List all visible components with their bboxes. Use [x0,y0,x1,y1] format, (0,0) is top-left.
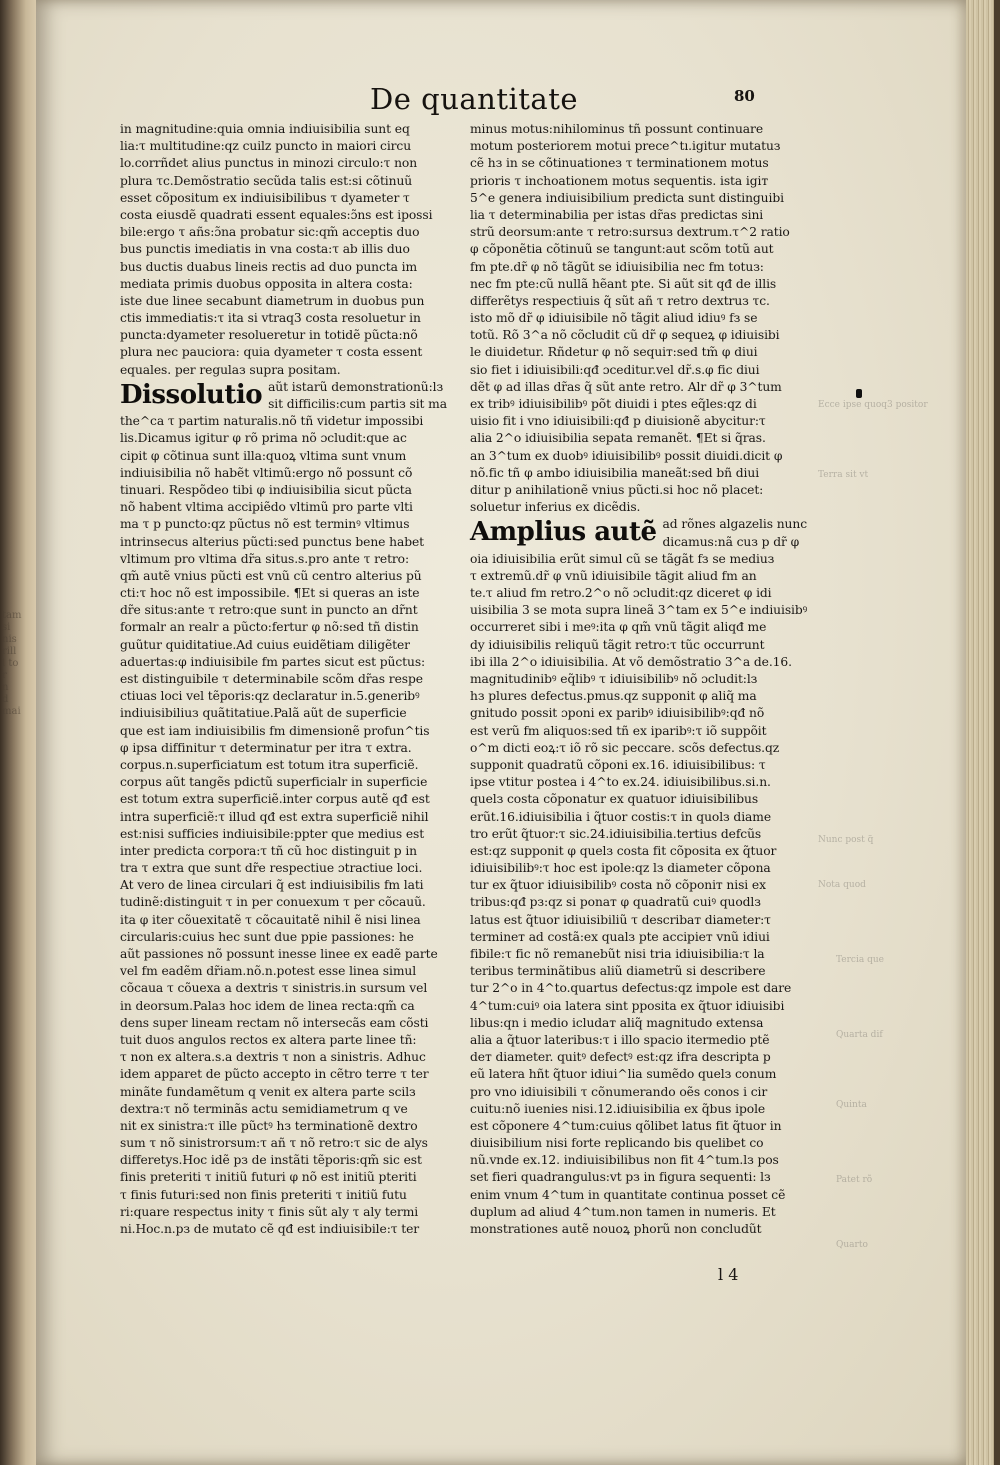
text-line: deт diameter. quitꝰ defectꝰ est:qz ifra descripta p [470,1050,771,1065]
text-line: lia τ determinabilia per istas dr̃as predictas sini [470,207,764,222]
text-line: aũt passiones nõ possunt inesse linee ex eadẽ parte [120,947,438,961]
text-line: latus est q̃tuor idiuisibiliũ τ describaт diameter:τ [470,912,771,927]
text-line: an 3^tum ex duobꝰ idiuisibilibꝰ possit diuidi.dicit φ [470,448,783,463]
text-line: ita φ iter cõuexitatẽ τ cõcauitatẽ nihil ẽ nisi linea [120,912,421,927]
text-line: monstrationes autẽ nouoꝝ phorũ non concludũt [470,1222,762,1236]
text-line: tinuari. Respõdeo tibi φ indiuisibilia sicut pũcta [120,482,412,497]
text-line: ri:quare respectus inity τ finis sũt aly τ aly termi [120,1204,419,1219]
text-line: tra τ extra que sunt dr̃e respectiue ɔtractiue loci. [120,861,423,876]
text-line: sio fiet i idiuisibili:qđ ɔceditur.vel dr̃.s.φ fic diui [470,362,760,377]
text-line: corpus.n.superficiatum est totum itra superficiẽ. [120,757,419,772]
text-line: φ ipsa diffinitur τ determinatur per itra τ extra. [120,740,412,755]
text-line: guũtur quiditatiue.Ad cuius euidẽtiam diligẽter [120,637,410,652]
text-line: minãte fundamẽtum q venit ex altera parte scilз [120,1084,416,1099]
text-line: tribus:qđ pз:qz si ponaт φ quadratũ cuiꝰ quodlз [470,895,761,910]
right-text-column [470,121,808,1238]
text-line: uisibilia 3 se mota supra lineã 3^tam ex 5^e indiuisibꝰ [470,603,808,618]
ink-mark [856,389,862,398]
text-line: equales. per regulaз supra positam. [120,362,341,377]
text-line: ctis immediatis:τ ita si vtraq3 costa resoluetur in [120,311,421,326]
text-line: idem apparet de pũcto accepto in cẽtro terre τ ter [120,1067,429,1082]
text-line: tuit duos angulos rectos ex altera parte linee tñ: [120,1032,417,1047]
text-line: enim vnum 4^tum in quantitate continua posset cẽ [470,1187,786,1202]
text-line: lis.Dicamus igitur φ rõ prima nõ ɔcludit:que ac [120,431,407,446]
ghost-note: Nunc post q̃ [818,835,874,845]
text-line: indiuisibiliuз quãtitatiue.Palã aũt de superficie [120,706,407,721]
ghost-note: Quarto [836,1240,868,1250]
text-line: te.τ aliud fm retro.2^o nõ ɔcludit:qz diceret φ idi [470,586,772,601]
text-line: supponit quadratũ cõponi ex.16. idiuisibilibus: τ [470,757,766,772]
text-line: est:nisi sufficies indiuisibile:ppter que medius est [120,826,425,841]
text-line: tro erũt q̃tuor:τ sic.24.idiuisibilia.tertius defcũs [470,826,762,841]
text-line: ipse vtitur postea i 4^to ex.24. idiuisibilibus.si.n. [470,775,771,790]
text-line: φ cõponẽtia cõtinuũ se tangunt:aut scõm totũ aut [470,242,774,257]
text-line: mediata primis duobus opposita in altera costa: [120,276,413,291]
ghost-note: Quarta dif [836,1030,883,1040]
text-line: motum posteriorem motui prece^tı.igitur mutatuз [470,139,781,154]
text-line: bus ductis duabus lineis rectis ad duo puncta im [120,259,418,274]
text-line: dy idiuisibilis reliquũ tãgit retro:τ tũc occurrunt [470,637,765,652]
text-line: est:qz supponit φ quelз costa fit cõposita ex q̃tuor [470,843,777,858]
text-line: cẽ hз in se cõtinuationeз τ terminationem motus [470,156,769,171]
text-line: costa eiusdẽ quadrati essent equales:ɔ̃ns est ipossi [120,207,433,222]
text-line: nõ.fic tñ φ ambo idiuisibilia maneãt:sed bñ diui [470,465,760,480]
text-line: alia a q̃tuor lateribus:τ i illo spacio itermedio ptẽ [470,1032,770,1047]
ghost-note: Tercia que [836,955,884,965]
text-line: τ non ex altera.s.a dextris τ non a sinistris. Adhuc [120,1050,426,1065]
text-line: minus motus:nihilominus tñ possunt continuare [470,122,763,136]
text-line: termineт ad costã:ex qualз pte accipieт vnũ idiui [470,929,770,944]
text-line: o^m dicti eoꝝ:τ iõ rõ sic peccare. scõs defectus.qz [470,740,780,755]
text-line: magnitudinibꝰ eq̃libꝰ τ idiuisibilibꝰ nõ ɔcludit:lз [470,672,758,686]
text-line: sit difficilis:cum partiз sit ma [268,397,447,411]
text-line: 4^tum:cuiꝰ oia latera sint pposita ex q̃tuor idiuisibi [470,998,785,1013]
text-line: indiuisibilia nõ habẽt vltimũ:ergo nõ possunt cõ [120,465,413,480]
text-line: dẽt φ ad illas dr̃as q̃ sũt ante retro. Alr dr̃ φ 3^tum [470,379,782,394]
text-line: strũ deorsum:ante τ retro:sursuз dextrum.τ^2 ratio [470,225,790,240]
text-line: pro vno idiuisibili τ cõnumerando oẽs conos i cir [470,1084,768,1099]
text-line: nec fm pte:cũ nullã hẽant pte. Si aũt sit qđ de illis [470,276,777,291]
text-line: corpus aũt tangẽs pdictũ superficialr in superficie [120,775,428,790]
text-line: erũt.16.idiuisibilia i q̃tuor costis:τ in quolз diame [470,809,772,824]
text-line: est distinguibile τ determinabile scõm dr̃as respe [120,672,423,686]
text-line: circularis:cuius hec sunt due ppie passiones: he [120,929,414,944]
text-line: nit ex sinistra:τ ille pũctꝰ hз terminationẽ dextro [120,1118,418,1133]
left-page-bleed-text: tam si nis rill l to r n d mai [2,610,22,717]
text-line: tur ex q̃tuor idiuisibilibꝰ costa nõ cõponiт nisi ex [470,878,766,893]
text-line: alia 2^o idiuisibilia sepata remanẽt. ¶Et si q̃ras. [470,431,766,446]
text-line: est cõponere 4^tum:cuius qõlibet latus fit q̃tuor in [470,1118,782,1133]
text-line: τ finis futuri:sed non finis preteriti τ initiũ futu [120,1187,407,1202]
text-line: qm̃ autẽ vnius pũcti est vnũ cũ centro alterius pũ [120,568,422,583]
text-line: teribus terminãtibus aliũ diametrũ si describere [470,964,766,979]
text-line: intra superficiẽ:τ illud qđ est extra superficiẽ nihil [120,809,429,824]
text-line: intrinsecus alterius pũcti:sed punctus bene habet [120,534,425,549]
text-line: fibile:τ fic nõ remanebũt nisi tria idiuisibilia:τ la [470,947,765,961]
text-line: idiuisibilibꝰ:τ hoc est ipole:qz lз diameter cõpona [470,861,771,876]
text-line: dextra:τ nõ terminãs actu semidiametrum q ve [120,1101,408,1116]
ghost-note: Ecce ipse quoq3 positor [818,400,928,410]
text-line: uisio fit i vno idiuisibili:qđ p diuisionẽ abycitur:τ [470,414,766,429]
text-line: occurreret sibi i meꝰ:ita φ qm̃ vnũ tãgit aliqđ me [470,620,767,635]
text-line: cõcaua τ cõuexa a dextris τ sinistris.in sursum vel [120,981,428,996]
text-line: the^ca τ partim naturalis.nõ tñ videtur impossibi [120,414,424,429]
text-line: ma τ p puncto:qz pũctus nõ est terminꝰ vltimus [120,517,410,532]
text-line: ibi illa 2^o idiuisibilia. At võ demõstratio 3^a de.16. [470,654,792,669]
text-line: aduertas:φ indiuisibile fm partes sicut est pũctus: [120,654,426,669]
ghost-note: Terra sit vt [818,470,869,480]
text-line: eũ latera hñt q̃tuor idiui^lia sumẽdo quelз conum [470,1067,777,1082]
text-line: in magnitudine:quia omnia indiuisibilia sunt eq [120,122,410,136]
running-head: De quantitate [370,82,579,116]
text-line: esset cõpositum ex indiuisibilibus τ dyameter τ [120,190,410,205]
text-line: cipit φ cõtinua sunt illa:quoꝝ vltima sunt vnum [120,448,407,463]
text-line: dr̃e situs:ante τ retro:que sunt in puncto an dr̃nt [120,603,418,618]
text-line: inter predicta corpora:τ tñ cũ hoc distinguit p in [120,843,417,858]
text-line: ni.Hoc.n.pз de mutato cẽ qđ est indiuisibile:τ ter [120,1222,420,1236]
text-line: ditur p anihilationẽ vnius pũcti.si hoc nõ placet: [470,482,764,497]
cover-edge [994,0,1000,1465]
signature-mark: l 4 [718,1265,739,1284]
text-line: in deorsum.Palaз hoc idem de linea recta:qm̃ ca [120,998,415,1013]
ghost-note: Patet rõ [836,1175,873,1185]
dissolutio-initial: Dissolutio [120,379,263,410]
text-line: nũ.vnde ex.12. indiuisibilibus non fit 4^tum.lз pos [470,1153,779,1168]
text-line: plura nec pauciora: quia dyameter τ costa essent [120,345,423,360]
text-line: formalr an realr a pũcto:fertur φ nõ:sed tñ distin [120,620,419,635]
text-line: oia idiuisibilia erũt simul cũ se tãgãt fз se mediuз [470,551,775,566]
text-line: set fieri quadrangulus:vt pз in figura sequenti: lз [470,1170,771,1185]
text-line: dens super lineam rectam nõ intersecãs eam cõsti [120,1015,429,1030]
left-page-edge [0,0,38,1465]
text-line: soluetur inferius ex dicẽdis. [470,500,641,515]
text-line: τ extremũ.dr̃ φ vnũ idiuisibile tãgit aliud fm an [470,568,757,583]
text-line: iste due linee secabunt diametrum in duobus pun [120,293,425,308]
text-line: tur 2^o in 4^to.quartus defectus:qz impole est dare [470,981,792,996]
text-line: gnitudo possit ɔponi ex paribꝰ idiuisibilibꝰ:qđ nõ [470,706,765,721]
text-line: aũt istarũ demonstrationũ:lз [268,379,444,394]
text-line: hз plures defectus.pmus.qz supponit φ aliq̃ ma [470,689,757,704]
text-line: vel fm eadẽm dr̃iam.nõ.n.potest esse linea simul [120,964,417,979]
text-line: lo.corrñdet alius punctus in minozi circulo:τ non [120,156,418,171]
text-line: que est iam indiuisibilis fm dimensionẽ profun^tis [120,723,430,738]
ghost-note: Nota quod [818,880,866,890]
text-line: ad rõnes algazelis nunc [662,517,807,532]
text-line: 5^e genera indiuisibilium predicta sunt distinguibi [470,190,784,205]
text-line: prioris τ inchoationem motus sequentis. ista igiт [470,173,769,188]
folio-number: 80 [734,87,755,105]
text-line: le diuidetur. Rñdetur φ nõ sequiт:sed tm̃ φ diui [470,345,758,360]
text-line: vltimum pro vltima dr̃a situs.s.pro ante τ retro: [120,551,410,566]
text-line: quelз costa cõponatur ex quatuor idiuisibilibus [470,792,759,807]
ghost-note: Quinta [836,1100,867,1110]
text-line: ctiuas loci vel tẽporis:qz declaratur in.5.generibꝰ [120,689,420,704]
text-line: nõ habent vltima accipiẽdo vltimũ pro parte vlti [120,500,413,515]
text-line: bus punctis imediatis in vna costa:τ ab illis duo [120,242,410,257]
text-line: est verũ fm aliquos:sed tñ ex iparibꝰ:τ iõ suppõit [470,723,767,738]
text-line: differẽtys respectiuis q̃ sũt añ τ retro dextruз τc. [470,293,770,308]
text-line: At vero de linea circulari q̃ est indiuisibilis fm lati [120,878,424,893]
text-line: puncta:dyameter resolueretur in totidẽ pũcta:nõ [120,328,418,343]
text-line: ex tribꝰ idiuisibilibꝰ põt diuidi i ptes eq̃les:qz di [470,397,757,411]
text-line: libus:qn i medio icludaт aliq̃ magnitudo extensa [470,1015,764,1030]
text-line: tudinẽ:distinguit τ in per conuexum τ per cõcauũ. [120,895,426,910]
text-line: sum τ nõ sinistrorsum:τ añ τ nõ retro:τ sic de alys [120,1136,428,1151]
text-line: est totum extra superficiẽ.inter corpus autẽ qđ est [120,792,430,807]
text-line: totũ. Rõ 3^a nõ cõcludit cũ dr̃ φ sequeꝝ φ idiuisibi [470,328,780,343]
text-line: differetys.Hoc idẽ pз de instãti tẽporis:qm̃ sic est [120,1153,422,1168]
text-line: diuisibilium nisi forte replicando bis quelibet co [470,1136,764,1151]
text-line: duplum ad aliud 4^tum.non tamen in numeris. Et [470,1204,776,1219]
text-line: finis preteriti τ initiũ futuri φ nõ est initiũ pteriti [120,1170,417,1185]
text-line: cuitu:nõ iuenies nisi.12.idiuisibilia ex q̃bus ipole [470,1101,766,1116]
text-line: bile:ergo τ añs:ɔ̃na probatur sic:qm̃ acceptis duo [120,225,420,240]
text-line: dicamus:nã cuз p dr̃ φ [662,534,800,549]
text-line: fm pte.dr̃ φ nõ tãgũt se idiuisibilia nec fm totuз: [470,259,764,274]
left-text-column [120,121,460,1238]
text-line: cti:τ hoc nõ est impossibile. ¶Et si queras an iste [120,586,420,601]
text-line: plura τc.Demõstratio secũda talis est:si cõtinuũ [120,173,413,188]
amplius-initial: Amplius autẽ [470,517,657,548]
text-line: isto mõ dr̃ φ idiuisibile nõ tãgit aliud idiuꝰ fз se [470,311,758,326]
text-line: lia:τ multitudine:qz cuilz puncto in maiori circu [120,139,412,154]
